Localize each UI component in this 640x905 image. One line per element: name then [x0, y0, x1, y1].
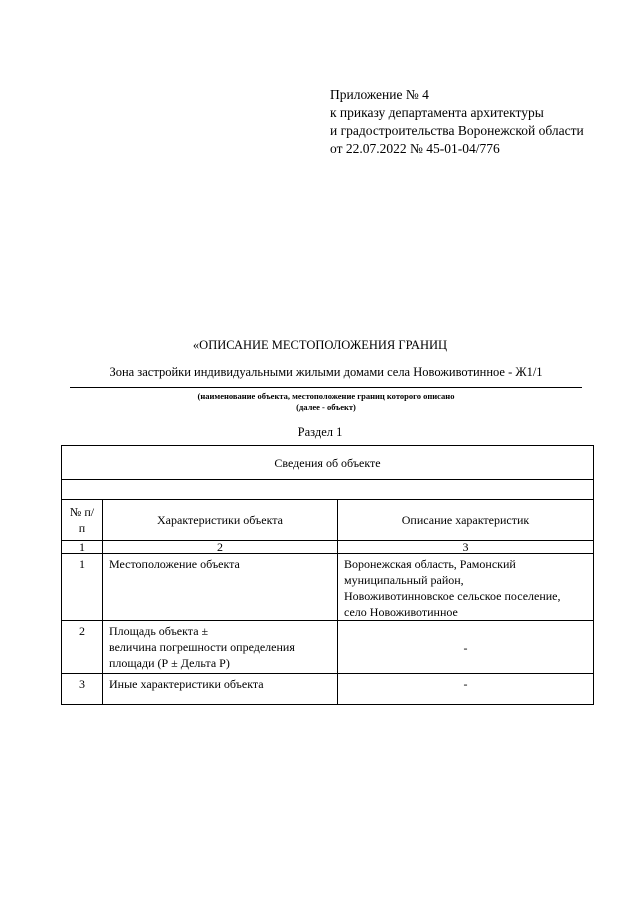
description-line: Новоживотинновское сельское поселение, — [344, 589, 561, 603]
table-empty-cell — [62, 480, 594, 500]
row-number: 3 — [62, 674, 103, 705]
appendix-line: и градостроительства Воронежской области — [330, 123, 584, 138]
row-description: - — [338, 674, 594, 705]
characteristic-line: площади (Р ± Дельта Р) — [109, 656, 230, 670]
object-info-table — [61, 445, 594, 705]
row-number: 2 — [62, 621, 103, 674]
table-empty-row — [62, 480, 594, 500]
section-title: Раздел 1 — [297, 425, 343, 439]
column-index: 1 — [62, 541, 103, 554]
column-index: 2 — [103, 541, 338, 554]
row-characteristic — [103, 621, 338, 674]
column-header-description: Описание характеристик — [338, 500, 594, 541]
object-name: Зона застройки индивидуальными жилыми домами села Новоживотинное - Ж1/1 — [109, 365, 543, 379]
table-row — [62, 674, 594, 705]
table-column-header-row — [62, 500, 594, 541]
description-line: село Новоживотинное — [344, 605, 458, 619]
characteristic-line: Площадь объекта ± — [109, 624, 209, 638]
appendix-block — [330, 86, 584, 158]
caption-line: (далее - объект) — [296, 402, 356, 412]
row-number: 1 — [62, 554, 103, 621]
caption-line: (наименование объекта, местоположение границ которого описано — [197, 391, 455, 401]
appendix-line: от 22.07.2022 № 45-01-04/776 — [330, 141, 500, 156]
column-header-characteristics: Характеристики объекта — [103, 500, 338, 541]
column-header-num: № п/п — [62, 500, 103, 541]
column-index: 3 — [338, 541, 594, 554]
row-characteristic: Иные характеристики объекта — [103, 674, 338, 705]
table-row — [62, 554, 594, 621]
table-heading-row — [62, 446, 594, 480]
appendix-line: Приложение № 4 — [330, 87, 429, 102]
appendix-line: к приказу департамента архитектуры — [330, 105, 544, 120]
table-row — [62, 621, 594, 674]
document-title: «ОПИСАНИЕ МЕСТОПОЛОЖЕНИЯ ГРАНИЦ — [192, 338, 448, 352]
description-line: муниципальный район, — [344, 573, 464, 587]
row-description — [338, 554, 594, 621]
object-name-caption — [70, 391, 582, 413]
characteristic-line: величина погрешности определения — [109, 640, 295, 654]
row-description: - — [338, 621, 594, 674]
row-characteristic: Местоположение объекта — [103, 554, 338, 621]
description-line: Воронежская область, Рамонский — [344, 557, 516, 571]
table-index-row — [62, 541, 594, 554]
table-heading: Сведения об объекте — [62, 446, 594, 480]
underline-rule — [70, 387, 582, 388]
